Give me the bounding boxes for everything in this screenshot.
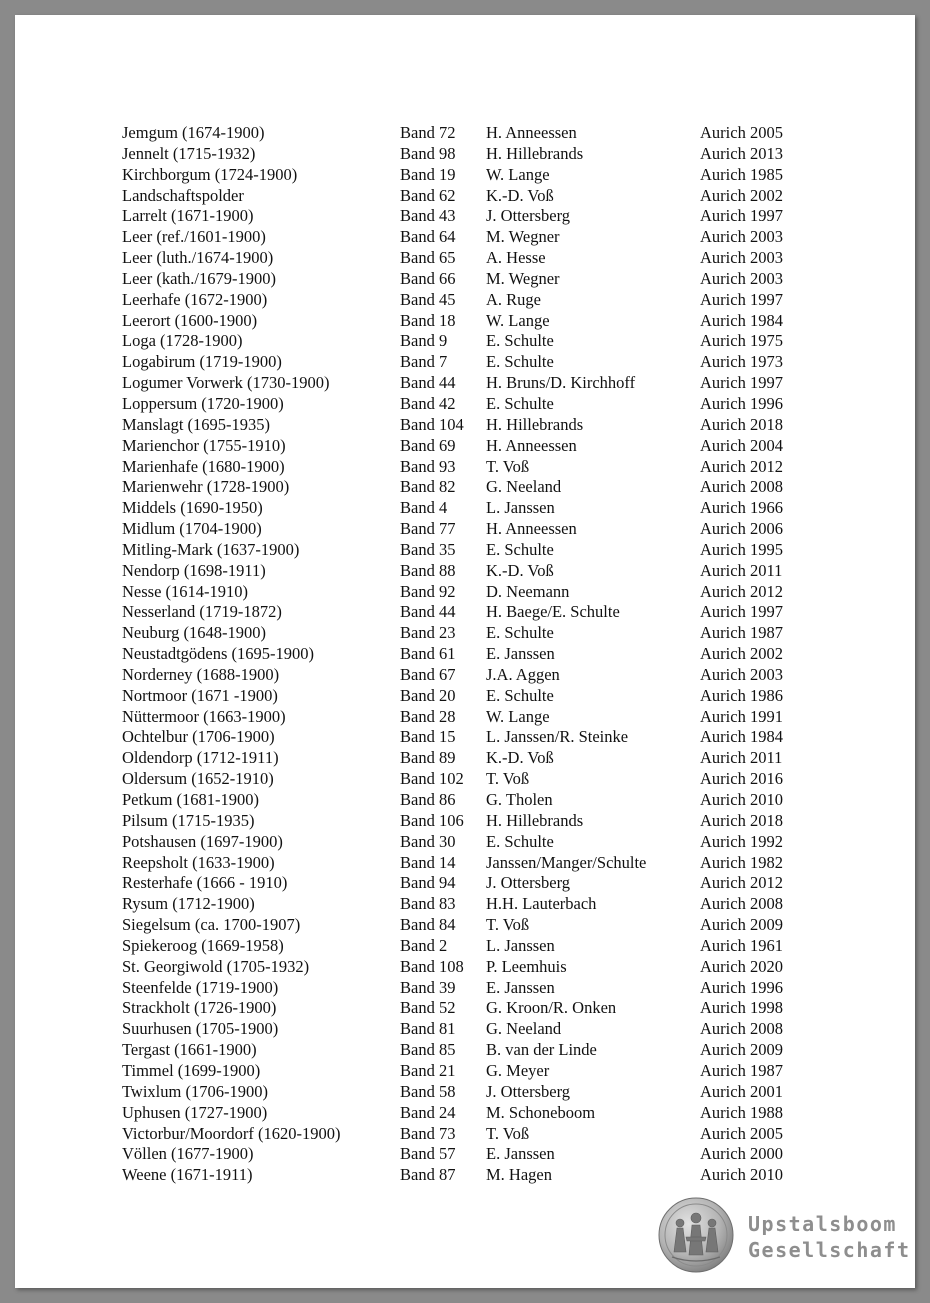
publication-info: Aurich 2005 — [700, 123, 783, 142]
list-item — [122, 957, 822, 978]
band-number: Band 85 — [400, 1040, 456, 1060]
author-name: W. Lange — [486, 310, 550, 330]
author-name: W. Lange — [486, 706, 550, 726]
band-number: Band 83 — [400, 894, 456, 914]
band-number: Band 9 — [400, 331, 448, 351]
place-name: Larrelt (1671-1900) — [122, 206, 254, 226]
list-item — [122, 936, 822, 957]
place-name: Nesserland (1719-1872) — [122, 602, 282, 622]
publication-info: Aurich 2012 — [700, 456, 783, 476]
publication-info: Aurich 1997 — [700, 602, 783, 622]
publication-info: Aurich 2000 — [700, 1144, 783, 1164]
list-item — [122, 311, 822, 332]
list-item — [122, 394, 822, 415]
author-name: J.A. Aggen — [486, 664, 560, 684]
author-name: E. Janssen — [486, 644, 555, 664]
publication-info: Aurich 1987 — [700, 623, 783, 643]
list-item — [122, 540, 822, 561]
band-number: Band 24 — [400, 1102, 456, 1122]
band-number: Band 30 — [400, 831, 456, 851]
list-item — [122, 498, 822, 519]
place-name: Suurhusen (1705-1900) — [122, 1019, 279, 1039]
band-number: Band 58 — [400, 1081, 456, 1101]
publication-info: Aurich 1966 — [700, 498, 783, 518]
list-item — [122, 832, 822, 853]
author-name: H. Anneessen — [486, 123, 577, 142]
publication-info: Aurich 2011 — [700, 560, 783, 580]
place-name: Marienchor (1755-1910) — [122, 435, 286, 455]
place-name: Nesse (1614-1910) — [122, 581, 249, 601]
place-name: St. Georgiwold (1705-1932) — [122, 956, 310, 976]
publication-info: Aurich 1975 — [700, 331, 783, 351]
place-name: Nüttermoor (1663-1900) — [122, 706, 286, 726]
author-name: K.-D. Voß — [486, 185, 554, 205]
band-number: Band 66 — [400, 268, 456, 288]
logo-line-2: Gesellschaft — [748, 1238, 911, 1262]
publication-info: Aurich 1997 — [700, 289, 783, 309]
list-item — [122, 561, 822, 582]
list-item — [122, 894, 822, 915]
author-name: H. Hillebrands — [486, 143, 584, 163]
band-number: Band 62 — [400, 185, 456, 205]
list-item — [122, 748, 822, 769]
author-name: H. Anneessen — [486, 435, 577, 455]
band-number: Band 93 — [400, 456, 456, 476]
band-number: Band 72 — [400, 123, 456, 142]
list-item — [122, 186, 822, 207]
place-name: Logabirum (1719-1900) — [122, 352, 282, 372]
band-number: Band 44 — [400, 602, 456, 622]
author-name: K.-D. Voß — [486, 560, 554, 580]
list-item — [122, 144, 822, 165]
publication-info: Aurich 1997 — [700, 373, 783, 393]
author-name: H. Bruns/D. Kirchhoff — [486, 373, 636, 393]
place-name: Leer (ref./1601-1900) — [122, 227, 266, 247]
author-name: G. Meyer — [486, 1060, 550, 1080]
author-name: E. Schulte — [486, 539, 554, 559]
publication-info: Aurich 2004 — [700, 435, 783, 455]
place-name: Timmel (1699-1900) — [122, 1060, 261, 1080]
place-name: Pilsum (1715-1935) — [122, 810, 255, 830]
band-number: Band 14 — [400, 852, 456, 872]
author-name: T. Voß — [486, 769, 530, 789]
publication-info: Aurich 2002 — [700, 185, 783, 205]
place-name: Neuburg (1648-1900) — [122, 623, 267, 643]
band-number: Band 7 — [400, 352, 448, 372]
place-name: Jennelt (1715-1932) — [122, 143, 256, 163]
author-name: A. Ruge — [486, 289, 541, 309]
author-name: J. Ottersberg — [486, 1081, 571, 1101]
place-name: Marienwehr (1728-1900) — [122, 477, 290, 497]
band-number: Band 20 — [400, 685, 456, 705]
publication-info: Aurich 2009 — [700, 1040, 783, 1060]
band-number: Band 92 — [400, 581, 456, 601]
band-number: Band 104 — [400, 414, 464, 434]
place-name: Oldendorp (1712-1911) — [122, 748, 279, 768]
band-number: Band 35 — [400, 539, 456, 559]
author-name: B. van der Linde — [486, 1040, 597, 1060]
place-name: Reepsholt (1633-1900) — [122, 852, 275, 872]
place-name: Rysum (1712-1900) — [122, 894, 255, 914]
author-name: G. Neeland — [486, 1019, 562, 1039]
upstalsboom-logo — [658, 1197, 911, 1277]
publication-info: Aurich 2008 — [700, 477, 783, 497]
band-number: Band 64 — [400, 227, 456, 247]
publication-info: Aurich 1996 — [700, 977, 783, 997]
publication-info: Aurich 1982 — [700, 852, 783, 872]
author-name: K.-D. Voß — [486, 748, 554, 768]
author-name: M. Hagen — [486, 1165, 552, 1185]
band-number: Band 4 — [400, 498, 448, 518]
band-number: Band 77 — [400, 519, 456, 539]
register-list — [122, 123, 822, 1186]
place-name: Twixlum (1706-1900) — [122, 1081, 268, 1101]
publication-info: Aurich 1986 — [700, 685, 783, 705]
band-number: Band 73 — [400, 1123, 456, 1143]
place-name: Ochtelbur (1706-1900) — [122, 727, 275, 747]
publication-info: Aurich 1995 — [700, 539, 783, 559]
author-name: H.H. Lauterbach — [486, 894, 597, 914]
list-item — [122, 331, 822, 352]
list-item — [122, 352, 822, 373]
place-name: Strackholt (1726-1900) — [122, 998, 277, 1018]
place-name: Loppersum (1720-1900) — [122, 393, 284, 413]
list-item — [122, 477, 822, 498]
author-name: T. Voß — [486, 1123, 530, 1143]
publication-info: Aurich 1998 — [700, 998, 783, 1018]
publication-info: Aurich 2011 — [700, 748, 783, 768]
place-name: Victorbur/Moordorf (1620-1900) — [122, 1123, 341, 1143]
place-name: Weene (1671-1911) — [122, 1165, 253, 1185]
list-item — [122, 915, 822, 936]
place-name: Völlen (1677-1900) — [122, 1144, 254, 1164]
list-item — [122, 436, 822, 457]
band-number: Band 28 — [400, 706, 456, 726]
author-name: L. Janssen — [486, 498, 555, 518]
place-name: Manslagt (1695-1935) — [122, 414, 271, 434]
band-number: Band 84 — [400, 915, 456, 935]
place-name: Leerhafe (1672-1900) — [122, 289, 268, 309]
place-name: Steenfelde (1719-1900) — [122, 977, 279, 997]
band-number: Band 42 — [400, 393, 456, 413]
author-name: G. Tholen — [486, 790, 553, 809]
list-item — [122, 769, 822, 790]
publication-info: Aurich 2008 — [700, 1019, 783, 1039]
author-name: H. Hillebrands — [486, 414, 584, 434]
publication-info: Aurich 2005 — [700, 1123, 783, 1143]
list-item — [122, 248, 822, 269]
band-number: Band 86 — [400, 790, 456, 809]
band-number: Band 65 — [400, 248, 456, 268]
band-number: Band 82 — [400, 477, 456, 497]
list-item — [122, 790, 822, 811]
place-name: Resterhafe (1666 - 1910) — [122, 873, 288, 893]
band-number: Band 18 — [400, 310, 456, 330]
author-name: E. Janssen — [486, 977, 555, 997]
author-name: J. Ottersberg — [486, 206, 571, 226]
publication-info: Aurich 2001 — [700, 1081, 783, 1101]
band-number: Band 43 — [400, 206, 456, 226]
author-name: D. Neemann — [486, 581, 570, 601]
publication-info: Aurich 2009 — [700, 915, 783, 935]
band-number: Band 108 — [400, 956, 464, 976]
publication-info: Aurich 2012 — [700, 581, 783, 601]
place-name: Landschaftspolder — [122, 185, 244, 205]
band-number: Band 21 — [400, 1060, 456, 1080]
publication-info: Aurich 1985 — [700, 164, 783, 184]
list-item — [122, 1082, 822, 1103]
band-number: Band 52 — [400, 998, 456, 1018]
band-number: Band 19 — [400, 164, 456, 184]
place-name: Loga (1728-1900) — [122, 331, 243, 351]
list-item — [122, 1040, 822, 1061]
band-number: Band 81 — [400, 1019, 456, 1039]
logo-line-1: Upstalsboom — [748, 1212, 897, 1236]
list-item — [122, 623, 822, 644]
band-number: Band 88 — [400, 560, 456, 580]
place-name: Nendorp (1698-1911) — [122, 560, 266, 580]
list-item — [122, 665, 822, 686]
place-name: Uphusen (1727-1900) — [122, 1102, 268, 1122]
author-name: T. Voß — [486, 915, 530, 935]
publication-info: Aurich 1961 — [700, 935, 783, 955]
band-number: Band 57 — [400, 1144, 456, 1164]
author-name: E. Schulte — [486, 331, 554, 351]
band-number: Band 98 — [400, 143, 456, 163]
list-item — [122, 123, 822, 144]
publication-info: Aurich 2003 — [700, 664, 783, 684]
place-name: Neustadtgödens (1695-1900) — [122, 644, 315, 664]
list-item — [122, 1124, 822, 1145]
place-name: Norderney (1688-1900) — [122, 664, 280, 684]
place-name: Oldersum (1652-1910) — [122, 769, 274, 789]
list-item — [122, 1061, 822, 1082]
place-name: Spiekeroog (1669-1958) — [122, 935, 284, 955]
author-name: H. Hillebrands — [486, 810, 584, 830]
publication-info: Aurich 1996 — [700, 393, 783, 413]
list-item — [122, 811, 822, 832]
publication-info: Aurich 2010 — [700, 1165, 783, 1185]
publication-info: Aurich 1991 — [700, 706, 783, 726]
list-item — [122, 206, 822, 227]
author-name: T. Voß — [486, 456, 530, 476]
author-name: H. Anneessen — [486, 519, 577, 539]
publication-info: Aurich 2003 — [700, 227, 783, 247]
list-item — [122, 853, 822, 874]
publication-info: Aurich 2003 — [700, 268, 783, 288]
place-name: Tergast (1661-1900) — [122, 1040, 257, 1060]
place-name: Marienhafe (1680-1900) — [122, 456, 285, 476]
publication-info: Aurich 2018 — [700, 414, 783, 434]
publication-info: Aurich 1988 — [700, 1102, 783, 1122]
author-name: L. Janssen/R. Steinke — [486, 727, 629, 747]
list-item — [122, 998, 822, 1019]
publication-info: Aurich 2020 — [700, 956, 783, 976]
author-name: G. Neeland — [486, 477, 562, 497]
list-item — [122, 707, 822, 728]
seal-icon — [658, 1197, 734, 1273]
band-number: Band 15 — [400, 727, 456, 747]
document-page — [15, 15, 915, 1288]
list-item — [122, 1019, 822, 1040]
place-name: Potshausen (1697-1900) — [122, 831, 283, 851]
place-name: Kirchborgum (1724-1900) — [122, 164, 298, 184]
author-name: L. Janssen — [486, 935, 555, 955]
band-number: Band 94 — [400, 873, 456, 893]
list-item — [122, 978, 822, 999]
publication-info: Aurich 2008 — [700, 894, 783, 914]
band-number: Band 89 — [400, 748, 456, 768]
publication-info: Aurich 1984 — [700, 310, 783, 330]
author-name: M. Wegner — [486, 268, 560, 288]
band-number: Band 2 — [400, 935, 448, 955]
band-number: Band 87 — [400, 1165, 456, 1185]
list-item — [122, 686, 822, 707]
list-item — [122, 873, 822, 894]
author-name: E. Schulte — [486, 685, 554, 705]
place-name: Middels (1690-1950) — [122, 498, 263, 518]
author-name: J. Ottersberg — [486, 873, 571, 893]
publication-info: Aurich 2018 — [700, 810, 783, 830]
list-item — [122, 227, 822, 248]
list-item — [122, 290, 822, 311]
publication-info: Aurich 2013 — [700, 143, 783, 163]
band-number: Band 45 — [400, 289, 456, 309]
author-name: E. Schulte — [486, 623, 554, 643]
place-name: Leer (kath./1679-1900) — [122, 268, 276, 288]
place-name: Logumer Vorwerk (1730-1900) — [122, 373, 330, 393]
place-name: Nortmoor (1671 -1900) — [122, 685, 278, 705]
band-number: Band 23 — [400, 623, 456, 643]
publication-info: Aurich 1997 — [700, 206, 783, 226]
list-item — [122, 457, 822, 478]
place-name: Leerort (1600-1900) — [122, 310, 258, 330]
place-name: Leer (luth./1674-1900) — [122, 248, 274, 268]
list-item — [122, 602, 822, 623]
author-name: P. Leemhuis — [486, 956, 567, 976]
band-number: Band 67 — [400, 664, 456, 684]
band-number: Band 39 — [400, 977, 456, 997]
place-name: Midlum (1704-1900) — [122, 519, 262, 539]
author-name: E. Schulte — [486, 831, 554, 851]
list-item — [122, 1103, 822, 1124]
publication-info: Aurich 1992 — [700, 831, 783, 851]
publication-info: Aurich 2003 — [700, 248, 783, 268]
list-item — [122, 582, 822, 603]
publication-info: Aurich 1987 — [700, 1060, 783, 1080]
list-item — [122, 415, 822, 436]
place-name: Siegelsum (ca. 1700-1907) — [122, 915, 301, 935]
publication-info: Aurich 2016 — [700, 769, 783, 789]
list-item — [122, 519, 822, 540]
list-item — [122, 644, 822, 665]
author-name: M. Schoneboom — [486, 1102, 596, 1122]
publication-info: Aurich 1973 — [700, 352, 783, 372]
list-item — [122, 165, 822, 186]
list-item — [122, 1165, 822, 1186]
list-item — [122, 727, 822, 748]
author-name: A. Hesse — [486, 248, 546, 268]
band-number: Band 61 — [400, 644, 456, 664]
place-name: Mitling-Mark (1637-1900) — [122, 539, 300, 559]
author-name: M. Wegner — [486, 227, 560, 247]
place-name: Petkum (1681-1900) — [122, 790, 260, 809]
publication-info: Aurich 1984 — [700, 727, 783, 747]
band-number: Band 106 — [400, 810, 464, 830]
author-name: Janssen/Manger/Schulte — [486, 852, 647, 872]
band-number: Band 69 — [400, 435, 456, 455]
author-name: W. Lange — [486, 164, 550, 184]
list-item — [122, 1144, 822, 1165]
publication-info: Aurich 2002 — [700, 644, 783, 664]
place-name: Jemgum (1674-1900) — [122, 123, 265, 142]
author-name: E. Schulte — [486, 352, 554, 372]
band-number: Band 102 — [400, 769, 464, 789]
author-name: E. Janssen — [486, 1144, 555, 1164]
publication-info: Aurich 2012 — [700, 873, 783, 893]
publication-info: Aurich 2010 — [700, 790, 783, 809]
author-name: E. Schulte — [486, 393, 554, 413]
author-name: H. Baege/E. Schulte — [486, 602, 620, 622]
author-name: G. Kroon/R. Onken — [486, 998, 617, 1018]
publication-info: Aurich 2006 — [700, 519, 783, 539]
band-number: Band 44 — [400, 373, 456, 393]
list-item — [122, 373, 822, 394]
logo-text — [748, 1211, 911, 1263]
list-item — [122, 269, 822, 290]
